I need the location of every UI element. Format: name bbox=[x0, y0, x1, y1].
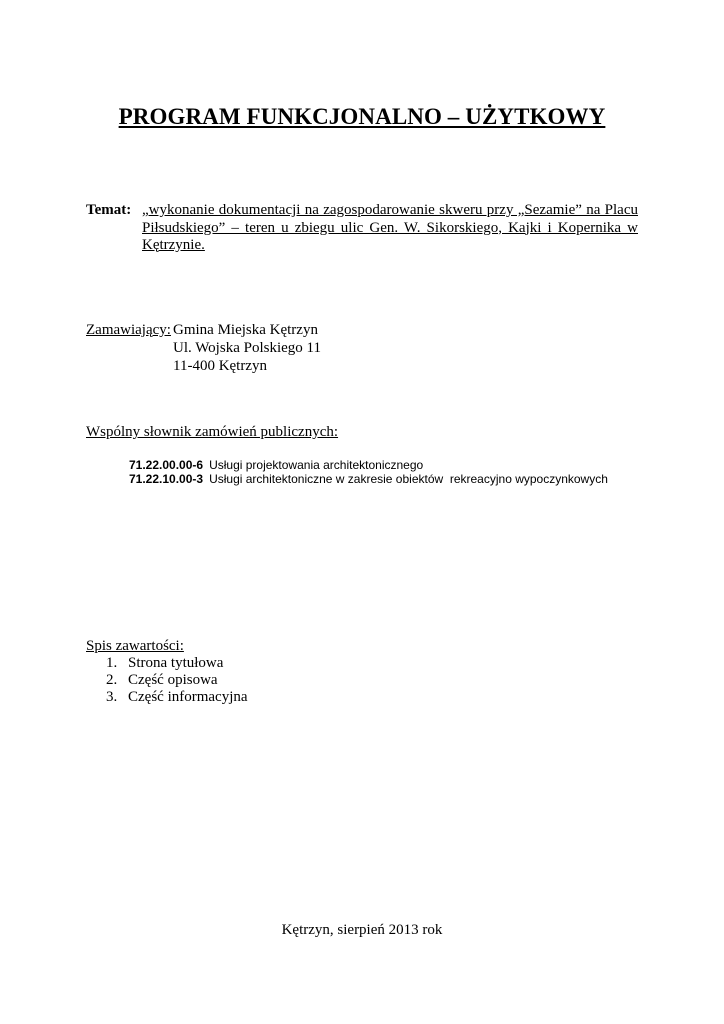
contents-item-number: 2. bbox=[106, 672, 118, 688]
contents-item-number: 1. bbox=[106, 655, 118, 671]
cpv-code: 71.22.00.00-6 bbox=[129, 458, 204, 472]
contents-item bbox=[106, 672, 218, 689]
contents-item-number: 3. bbox=[106, 689, 118, 705]
topic-text: „wykonanie dokumentacji na zagospodarowanie skweru przy „Sezamie” na Placu Piłsudskiego” – teren u zbiegu ulic Gen. W. Sikorskiego, Kajki i Kopernika w Kętrzynie. bbox=[142, 202, 638, 253]
document-title: PROGRAM FUNKCJONALNO – UŻYTKOWY bbox=[118, 104, 606, 129]
cpv-description: Usługi projektowania architektonicznego bbox=[209, 458, 424, 472]
topic-label: Temat: bbox=[86, 202, 132, 218]
client-street: Ul. Wojska Polskiego 11 bbox=[173, 340, 321, 356]
contents-item-text: Część informacyjna bbox=[128, 689, 248, 705]
client-name: Gmina Miejska Kętrzyn bbox=[173, 322, 318, 338]
contents-item-text: Strona tytułowa bbox=[128, 655, 224, 671]
cpv-description: Usługi architektoniczne w zakresie obiektów rekreacyjno wypoczynkowych bbox=[209, 472, 608, 486]
contents-item bbox=[106, 655, 223, 672]
client-label: Zamawiający: bbox=[86, 322, 171, 338]
contents-item-text: Część opisowa bbox=[128, 672, 218, 688]
contents-item bbox=[106, 689, 248, 706]
cpv-item bbox=[129, 458, 423, 472]
cpv-label: Wspólny słownik zamówień publicznych: bbox=[86, 424, 339, 440]
contents-label: Spis zawartości: bbox=[86, 638, 184, 654]
client-city: 11-400 Kętrzyn bbox=[173, 358, 267, 374]
cpv-code: 71.22.10.00-3 bbox=[129, 472, 204, 486]
place-date-footer: Kętrzyn, sierpień 2013 rok bbox=[281, 922, 443, 938]
cpv-item bbox=[129, 472, 608, 486]
